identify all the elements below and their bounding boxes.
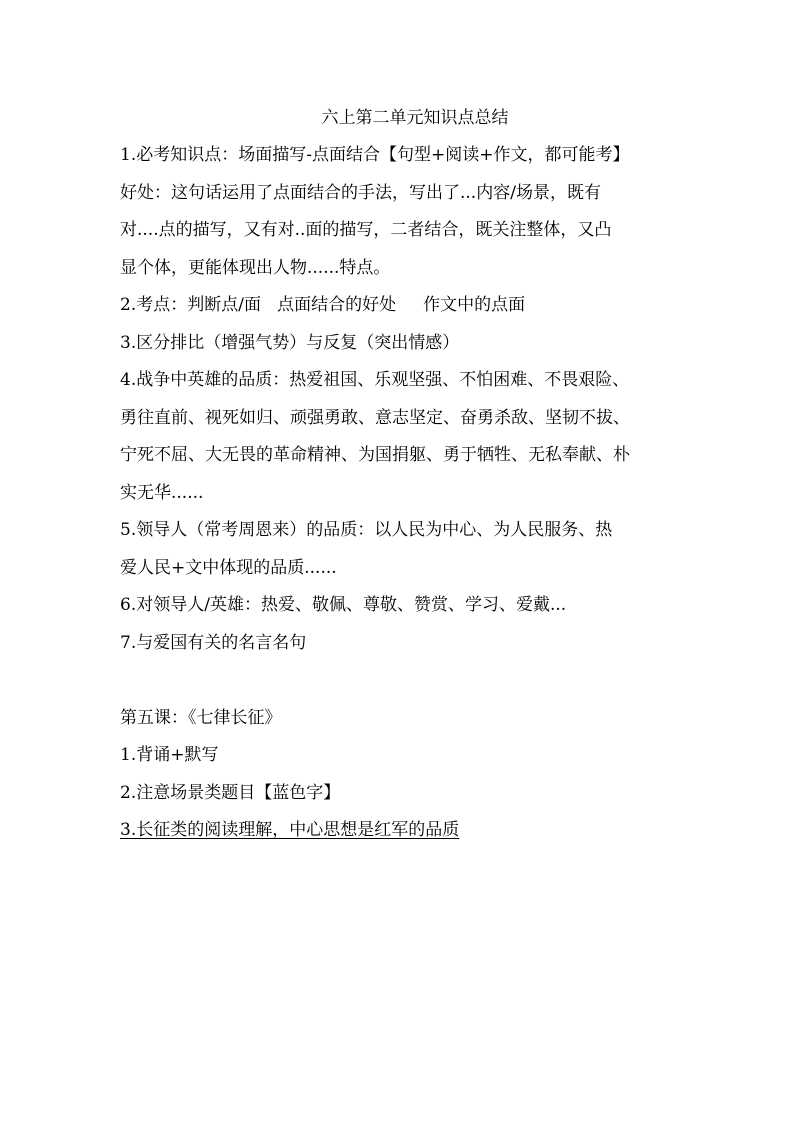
point-1-line: 1.必考知识点：场面描写-点面结合【句型+阅读+作文，都可能考】 (120, 145, 630, 165)
point-1-benefit-line-3: 显个体，更能体现出人物......特点。 (120, 257, 391, 278)
point-4-line-2: 勇往直前、视死如归、顽强勇敢、意志坚定、奋勇杀敌、坚韧不拔、 (120, 407, 630, 428)
lesson-5-item-3: 3.长征类的阅读理解，中心思想是红军的品质 (120, 820, 460, 840)
point-4-line-3: 宁死不屈、大无畏的革命精神、为国捐躯、勇于牺牲、无私奉献、朴 (120, 445, 630, 465)
point-4-line-1: 4.战争中英雄的品质：热爱祖国、乐观坚强、不怕困难、不畏艰险、 (120, 370, 630, 390)
document-title: 六上第二单元知识点总结 (321, 108, 509, 128)
point-3-line: 3.区分排比（增强气势）与反复（突出情感） (120, 332, 460, 353)
point-2-line: 2.考点：判断点/面 点面结合的好处 作文中的点面 (120, 295, 526, 315)
lesson-5-item-2: 2.注意场景类题目【蓝色字】 (120, 782, 341, 803)
point-6-line: 6.对领导人/英雄：热爱、敬佩、尊敬、赞赏、学习、爱戴... (120, 595, 567, 615)
point-5-line-2: 爱人民+文中体现的品质...... (120, 557, 337, 578)
lesson-5-item-1: 1.背诵+默写 (120, 745, 219, 765)
lesson-5-heading: 第五课：《七律长征》 (120, 707, 282, 728)
point-1-benefit-line-2: 对....点的描写，又有对..面的描写，二者结合，既关注整体，又凸 (120, 220, 612, 240)
point-7-line: 7.与爱国有关的名言名句 (120, 632, 307, 653)
section-spacer (120, 662, 700, 700)
document-content (120, 100, 700, 850)
point-4-line-4: 实无华...... (120, 482, 204, 503)
point-1-benefit-line-1: 好处：这句话运用了点面结合的手法，写出了...内容/场景，既有 (120, 182, 601, 203)
point-5-line-1: 5.领导人（常考周恩来）的品质：以人民为中心、为人民服务、热 (120, 520, 613, 540)
